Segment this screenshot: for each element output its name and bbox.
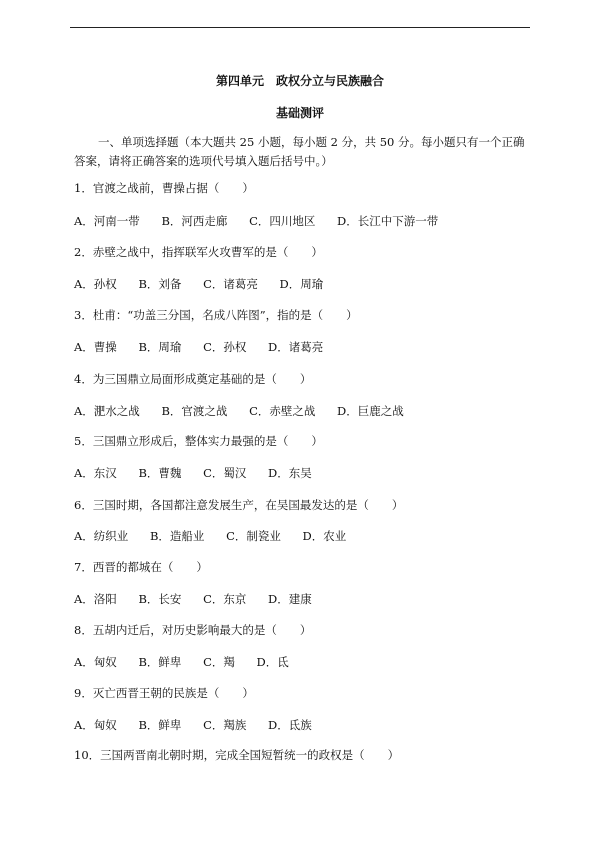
option-4c: C．赤壁之战	[249, 404, 316, 418]
option-9c: C．羯族	[203, 718, 247, 732]
page-title: 第四单元 政权分立与民族融合	[215, 74, 384, 88]
option-1d: D．长江中下游一带	[337, 214, 439, 228]
options-3	[74, 339, 341, 355]
option-2d: D．周瑜	[279, 277, 324, 291]
options-7	[74, 591, 330, 607]
option-4a: A．淝水之战	[74, 404, 140, 418]
option-4b: B．官渡之战	[161, 404, 228, 418]
option-3d: D．诸葛亮	[268, 340, 324, 354]
option-8b: B．鲜卑	[138, 655, 182, 669]
question-4: 4．为三国鼎立局面形成奠定基础的是（ ）	[74, 372, 312, 386]
section-intro: 一、单项选择题（本大题共 25 小题，每小题 2 分，共 50 分。每小题只有一个正确答案，请将正确答案的选项代号填入题后括号中。）	[74, 135, 525, 168]
option-2b: B．刘备	[138, 277, 182, 291]
option-9b: B．鲜卑	[138, 718, 182, 732]
question-2: 2．赤壁之战中，指挥联军火攻曹军的是（ ）	[74, 245, 323, 259]
option-1b: B．河西走廊	[161, 214, 228, 228]
option-6a: A．纺织业	[74, 529, 129, 543]
question-8: 8．五胡内迁后，对历史影响最大的是（ ）	[74, 623, 312, 637]
option-6c: C．制瓷业	[226, 529, 281, 543]
options-8	[74, 654, 307, 670]
options-1	[74, 213, 456, 229]
question-10: 10．三国两晋南北朝时期，完成全国短暂统一的政权是（ ）	[74, 748, 400, 762]
options-4	[74, 403, 422, 419]
option-5d: D．东吴	[268, 466, 312, 480]
options-2	[74, 276, 341, 292]
question-6: 6．三国时期，各国都注意发展生产，在吴国最发达的是（ ）	[74, 498, 404, 512]
option-3c: C．孙权	[203, 340, 247, 354]
option-5b: B．曹魏	[138, 466, 182, 480]
question-9: 9．灭亡西晋王朝的民族是（ ）	[74, 686, 254, 700]
option-9d: D．氐族	[268, 718, 312, 732]
option-6b: B．造船业	[149, 529, 205, 543]
option-4d: D．巨鹿之战	[337, 404, 404, 418]
options-9	[74, 717, 330, 733]
option-7d: D．建康	[268, 592, 312, 606]
option-2c: C．诸葛亮	[203, 277, 258, 291]
options-6	[74, 528, 364, 544]
page-subtitle: 基础测评	[275, 106, 324, 120]
option-8d: D．氐	[256, 655, 289, 669]
option-5c: C．蜀汉	[203, 466, 247, 480]
option-1c: C．四川地区	[249, 214, 316, 228]
option-1a: A．河南一带	[74, 214, 140, 228]
question-7: 7．西晋的都城在（ ）	[74, 560, 208, 574]
option-9a: A．匈奴	[74, 718, 117, 732]
question-3: 3．杜甫：“功盖三分国，名成八阵图”，指的是（ ）	[74, 308, 358, 322]
option-8a: A．匈奴	[74, 655, 117, 669]
option-8c: C．羯	[203, 655, 235, 669]
option-3a: A．曹操	[74, 340, 117, 354]
option-3b: B．周瑜	[138, 340, 182, 354]
option-2a: A．孙权	[74, 277, 117, 291]
header-rule	[70, 27, 530, 28]
option-6d: D．农业	[302, 529, 347, 543]
option-7c: C．东京	[203, 592, 247, 606]
options-5	[74, 465, 330, 481]
question-5: 5．三国鼎立形成后，整体实力最强的是（ ）	[74, 434, 323, 448]
option-7b: B．长安	[138, 592, 182, 606]
option-5a: A．东汉	[74, 466, 117, 480]
question-1: 1．官渡之战前，曹操占据（ ）	[74, 181, 254, 195]
option-7a: A．洛阳	[74, 592, 117, 606]
